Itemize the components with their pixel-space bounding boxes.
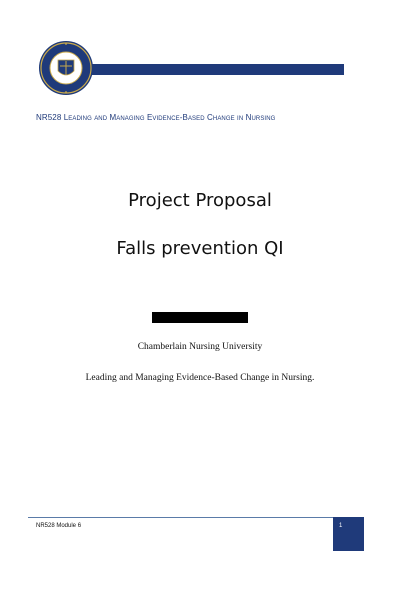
institution-line: Chamberlain Nursing University [137, 342, 263, 352]
document-subtitle: Falls prevention QI [116, 238, 284, 259]
course-header [36, 113, 376, 122]
page-number: 1 [339, 523, 343, 529]
course-name-line: Leading and Managing Evidence-Based Change in Nursing. [85, 373, 315, 383]
footer-rule [28, 517, 364, 518]
page-number-box [333, 517, 364, 551]
redacted-author-block [152, 312, 248, 323]
college-seal-icon [38, 40, 94, 96]
course-header-text: NR528 Leading and Managing Evidence-Based Change in Nursing [36, 113, 276, 122]
document-title: Project Proposal [128, 190, 272, 211]
footer-label: NR528 Module 6 [36, 523, 82, 529]
